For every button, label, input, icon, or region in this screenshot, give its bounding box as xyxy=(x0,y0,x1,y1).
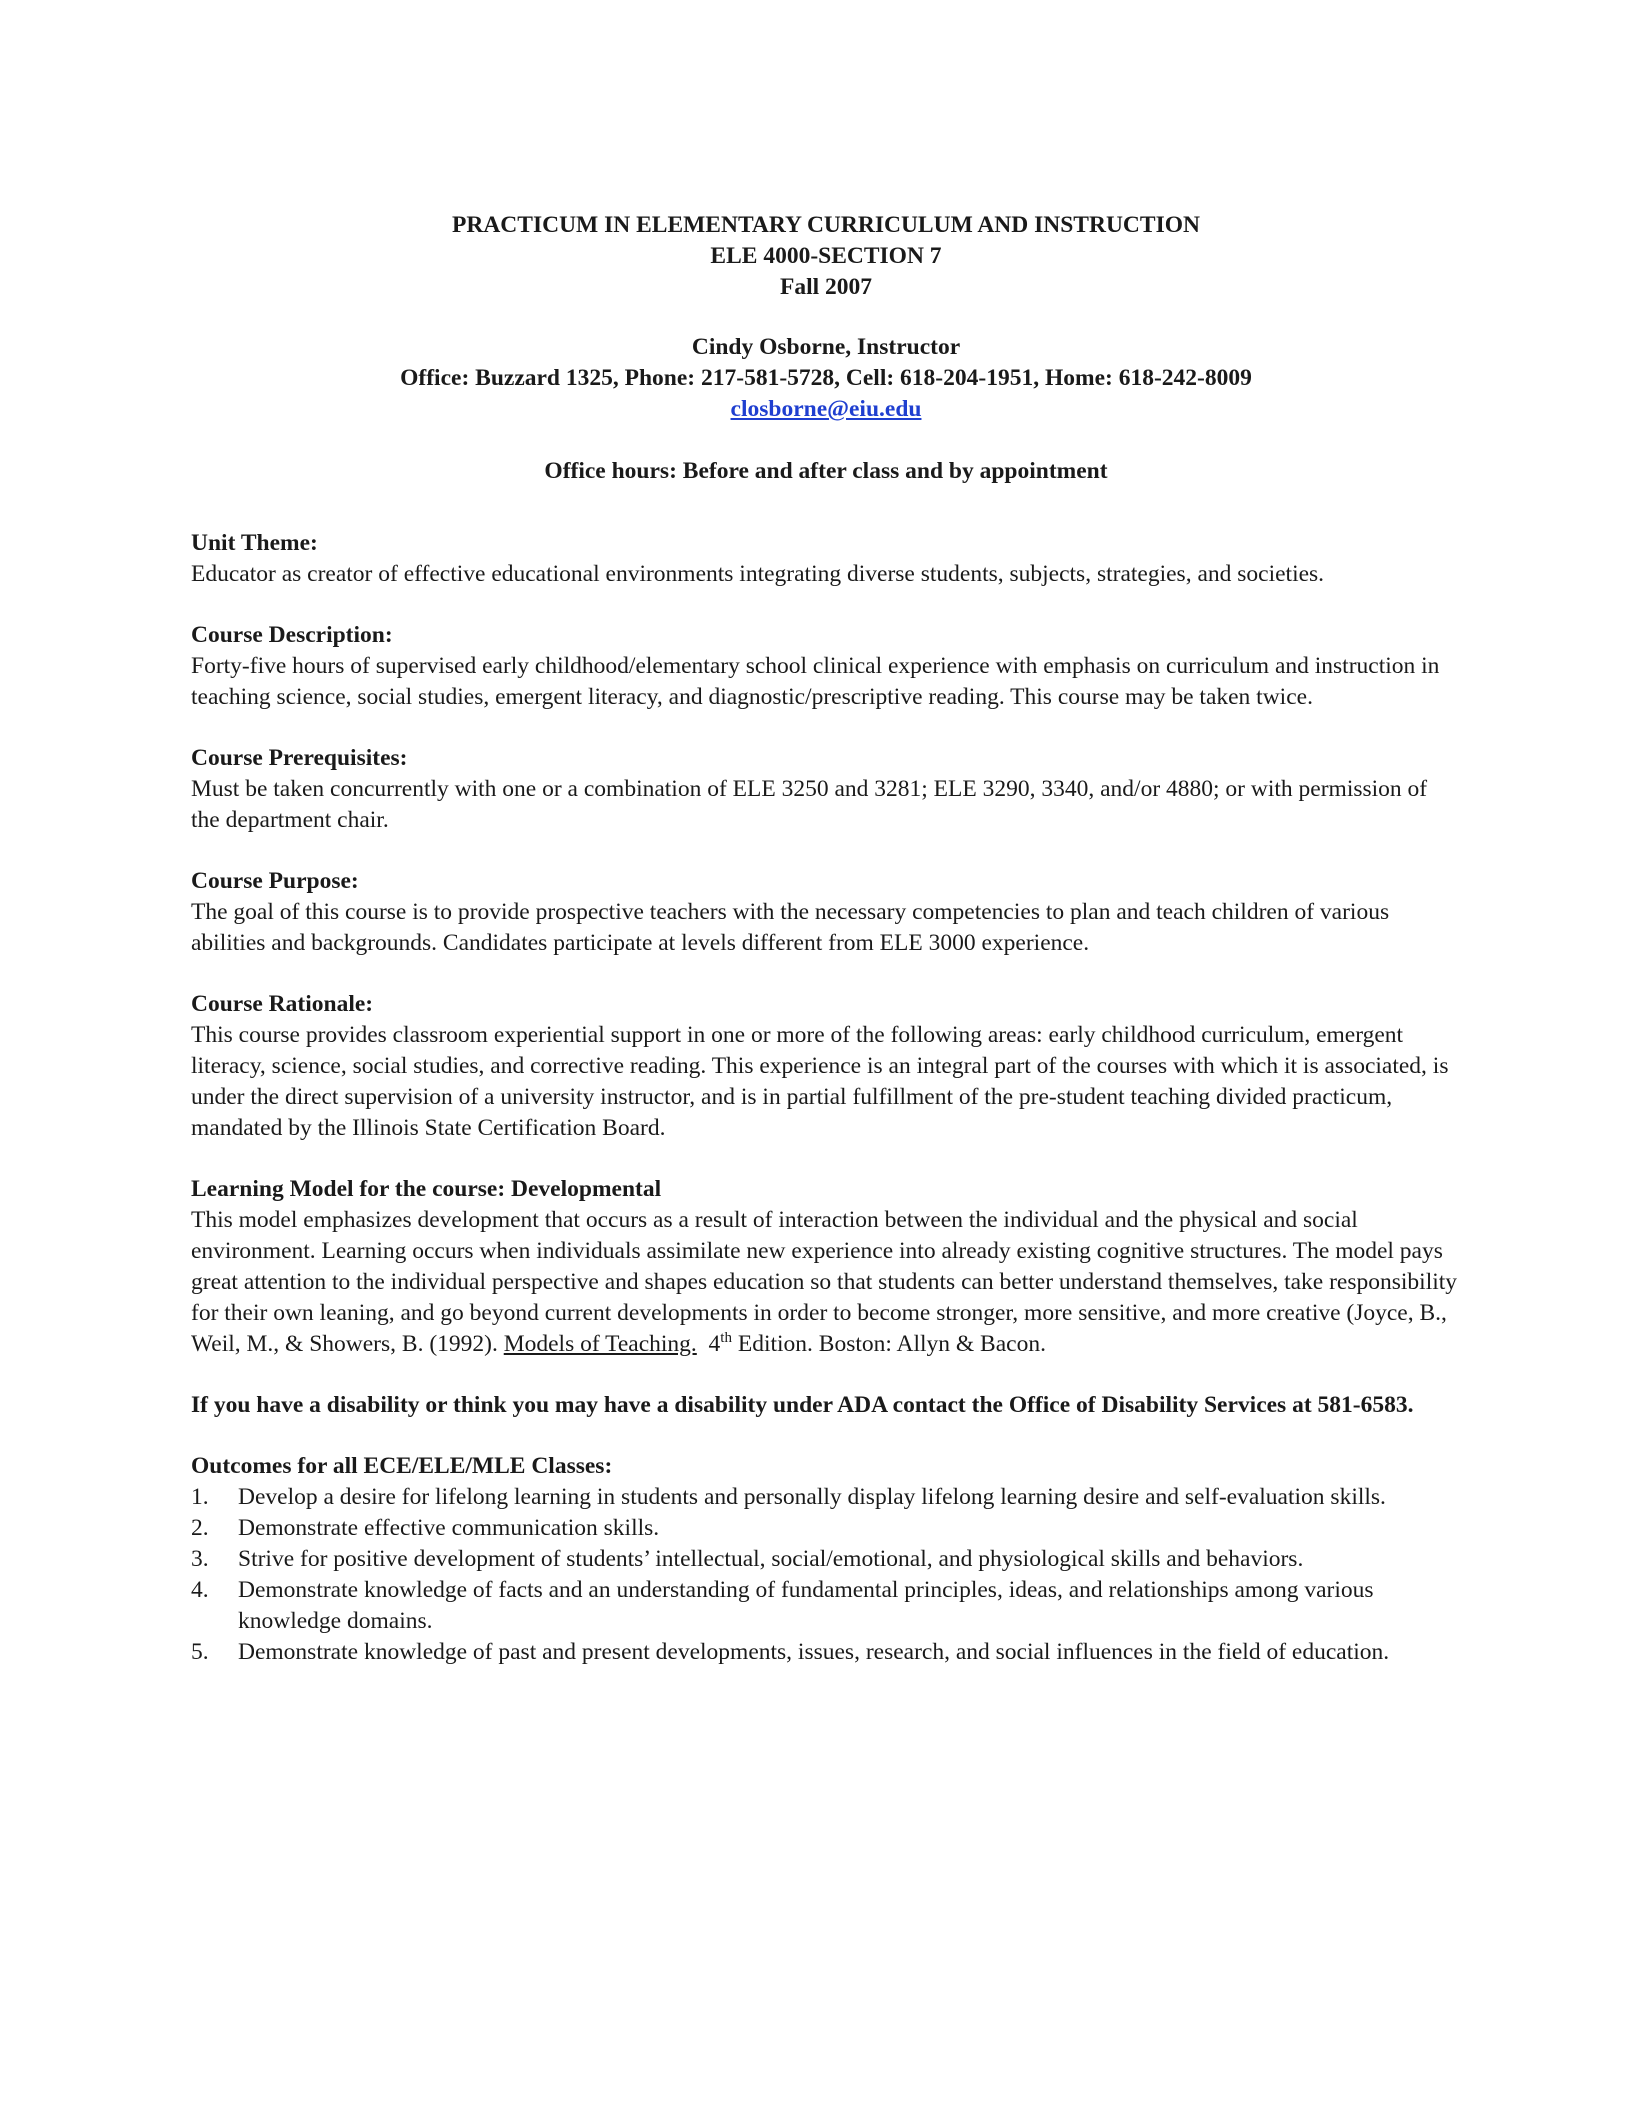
section-heading: Course Rationale: xyxy=(191,991,374,1017)
instructor-block xyxy=(191,332,1461,425)
section-heading: Course Description: xyxy=(191,622,393,648)
list-number: 5. xyxy=(191,1639,209,1665)
section-heading: Course Prerequisites: xyxy=(191,745,408,771)
section-course-prerequisites xyxy=(191,743,1461,836)
list-item xyxy=(191,1637,1461,1668)
section-heading: Learning Model for the course: Developmental xyxy=(191,1176,662,1202)
section-body: This course provides classroom experiential support in one or more of the following areas: early childhood curriculum, emergent literacy, science, social studies, and corrective reading. This experience is an integral part of the courses with which it is associated, is under the direct supervision of a university instructor, and is in partial fulfillment of the pre-student teaching divided practicum, mandated by the Illinois State Certification Board. xyxy=(191,1022,1449,1141)
course-term: Fall 2007 xyxy=(779,274,873,300)
list-text: Demonstrate knowledge of past and present developments, issues, research, and social influences in the field of education. xyxy=(238,1639,1390,1665)
edition-number: 4 xyxy=(708,1331,721,1357)
section-body: The goal of this course is to provide prospective teachers with the necessary competencies to plan and teach children of various abilities and backgrounds. Candidates participate at levels different from ELE 3000 experience. xyxy=(191,899,1390,956)
list-text: Develop a desire for lifelong learning in students and personally display lifelong learning desire and self-evaluation skills. xyxy=(238,1484,1386,1510)
list-item xyxy=(191,1513,1461,1544)
course-title-block xyxy=(191,210,1461,303)
section-outcomes xyxy=(191,1451,1461,1668)
section-heading: Unit Theme: xyxy=(191,530,318,556)
instructor-contact: Office: Buzzard 1325, Phone: 217-581-5728, Cell: 618-204-1951, Home: 618-242-8009 xyxy=(400,365,1252,391)
list-text: Demonstrate effective communication skills. xyxy=(238,1515,660,1541)
outcomes-list xyxy=(191,1482,1461,1668)
section-body: Educator as creator of effective educational environments integrating diverse students, subjects, strategies, and societies. xyxy=(191,561,1325,587)
ada-notice: If you have a disability or think you may have a disability under ADA contact the Office of Disability Services at 581-6583. xyxy=(191,1392,1414,1418)
edition-suffix: th xyxy=(720,1330,732,1347)
edition-rest: Edition. Boston: Allyn & Bacon. xyxy=(731,1331,1046,1357)
list-number: 1. xyxy=(191,1484,209,1510)
list-text: Strive for positive development of students’ intellectual, social/emotional, and physiological skills and behaviors. xyxy=(238,1546,1304,1572)
list-item xyxy=(191,1575,1461,1637)
instructor-name: Cindy Osborne, Instructor xyxy=(691,334,961,360)
instructor-email-link[interactable]: closborne@eiu.edu xyxy=(730,396,922,422)
list-number: 3. xyxy=(191,1546,209,1572)
section-course-description xyxy=(191,620,1461,713)
course-title: PRACTICUM IN ELEMENTARY CURRICULUM AND INSTRUCTION xyxy=(452,212,1200,238)
section-course-purpose xyxy=(191,866,1461,959)
section-unit-theme xyxy=(191,528,1461,590)
section-heading: Outcomes for all ECE/ELE/MLE Classes: xyxy=(191,1453,613,1479)
list-item xyxy=(191,1482,1461,1513)
course-section: ELE 4000-SECTION 7 xyxy=(710,243,942,269)
section-body: Forty-five hours of supervised early childhood/elementary school clinical experience with emphasis on curriculum and instruction in teaching science, social studies, emergent literacy, and diagnostic/prescriptive reading. This course may be taken twice. xyxy=(191,653,1440,710)
section-body: Must be taken concurrently with one or a combination of ELE 3250 and 3281; ELE 3290, 3340, and/or 4880; or with permission of the department chair. xyxy=(191,776,1428,833)
list-number: 4. xyxy=(191,1577,209,1603)
learning-model-text: This model emphasizes development that occurs as a result of interaction between the individual and the physical and social environment. Learning occurs when individuals assimilate new experience into already existing cognitive structures. The model pays great attention to the individual perspective and shapes education so that students can better understand themselves, take responsibility for their own leaning, and go beyond current developments in order to become stronger, more sensitive, and more creative (Joyce, B., Weil, M., & Showers, B. (1992). xyxy=(191,1207,1458,1357)
book-title: Models of Teaching. xyxy=(503,1331,697,1357)
list-text: Demonstrate knowledge of facts and an understanding of fundamental principles, ideas, and relationships among various knowledge domains. xyxy=(238,1577,1374,1634)
section-learning-model xyxy=(191,1174,1461,1360)
office-hours: Office hours: Before and after class and by appointment xyxy=(544,458,1108,484)
list-item xyxy=(191,1544,1461,1575)
section-heading: Course Purpose: xyxy=(191,868,359,894)
section-body xyxy=(191,1205,1461,1360)
list-number: 2. xyxy=(191,1515,209,1541)
section-course-rationale xyxy=(191,989,1461,1144)
syllabus-page xyxy=(191,210,1461,1698)
